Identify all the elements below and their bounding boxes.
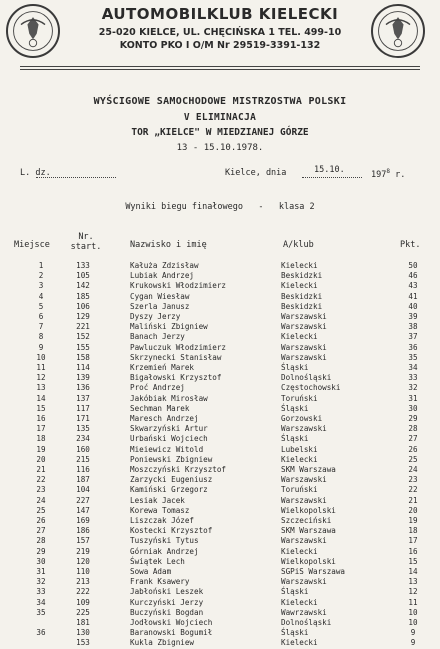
place-cell: 22: [36, 475, 46, 485]
table-row: [0, 628, 440, 638]
place-cell: 20: [36, 454, 46, 464]
name-cell: Dyszy Jerzy: [130, 312, 181, 321]
club-cell: Warszawski: [281, 495, 327, 505]
table-row: [0, 506, 440, 516]
start-number-cell: 234: [76, 434, 90, 444]
place-cell: 5: [38, 301, 44, 311]
table-row: [0, 404, 440, 414]
points-cell: 30: [408, 403, 418, 413]
points-cell: 39: [408, 312, 418, 321]
place-cell: 6: [38, 312, 44, 321]
col-header-name: Nazwisko i imię: [130, 240, 207, 250]
name-cell: Kałuża Zdzisław: [130, 261, 199, 270]
club-cell: Śląski: [281, 587, 309, 597]
start-number-cell: 185: [76, 291, 90, 301]
start-number-cell: 227: [76, 495, 90, 505]
start-number-cell: 109: [76, 597, 90, 607]
name-cell: Skrzynecki Stanisław: [130, 352, 222, 362]
start-number-cell: 116: [76, 465, 90, 474]
start-number-cell: 110: [76, 567, 90, 576]
club-cell: Kielecki: [281, 638, 318, 648]
col-header-place: Miejsce: [14, 240, 50, 250]
points-cell: 24: [408, 465, 418, 474]
points-cell: 9: [410, 638, 416, 648]
name-cell: Jakóbiak Mirosław: [130, 393, 208, 403]
start-number-cell: 169: [76, 516, 90, 525]
col-header-points: Pkt.: [400, 240, 421, 250]
place-cell: 9: [38, 342, 44, 352]
place-cell: 16: [36, 414, 46, 423]
start-number-cell: 135: [76, 424, 90, 434]
start-number-cell: 142: [76, 281, 90, 291]
points-cell: 12: [408, 587, 418, 597]
points-cell: 33: [408, 373, 418, 383]
table-row: [0, 587, 440, 597]
start-number-cell: 104: [76, 485, 90, 495]
table-row: [0, 547, 440, 557]
place-cell: 21: [36, 465, 46, 474]
points-cell: 22: [408, 485, 418, 495]
table-row: [0, 394, 440, 404]
table-row: [0, 414, 440, 424]
points-cell: 31: [408, 393, 418, 403]
start-number-cell: 133: [76, 261, 90, 270]
points-cell: 28: [408, 424, 418, 434]
start-number-cell: 153: [76, 638, 90, 648]
event-round: V ELIMINACJA: [183, 112, 257, 123]
club-cell: Beskidzki: [281, 301, 323, 311]
points-cell: 11: [408, 597, 418, 607]
place-cell: 15: [36, 403, 46, 413]
table-row: [0, 373, 440, 383]
place-cell: 31: [36, 567, 46, 576]
table-row: [0, 445, 440, 455]
club-cell: Warszawski: [281, 475, 327, 485]
name-cell: Poniewski Zbigniew: [130, 454, 213, 464]
place-cell: 25: [36, 505, 46, 515]
table-row: [0, 281, 440, 291]
start-number-cell: 221: [76, 322, 90, 332]
club-cell: Śląski: [281, 403, 309, 413]
points-cell: 35: [408, 352, 418, 362]
points-cell: 18: [408, 526, 418, 536]
start-number-cell: 130: [76, 628, 90, 638]
table-row: [0, 332, 440, 342]
start-number-cell: 186: [76, 526, 90, 536]
name-cell: Tuszyński Tytus: [130, 536, 199, 546]
place-cell: 14: [36, 393, 46, 403]
points-cell: 9: [410, 628, 416, 638]
points-cell: 21: [408, 495, 418, 505]
name-cell: Kurczyński Jerzy: [130, 597, 204, 607]
event-track: TOR „KIELCE" W MIEDZIANEJ GÓRZE: [131, 127, 309, 138]
club-cell: Kielecki: [281, 454, 318, 464]
club-cell: SGPiS Warszawa: [281, 567, 346, 576]
ref-number-line: [36, 177, 116, 178]
place-cell: 30: [36, 556, 46, 566]
table-row: [0, 465, 440, 475]
name-cell: Kukla Zbigniew: [130, 638, 195, 648]
table-row: [0, 485, 440, 495]
name-cell: Sechman Marek: [130, 403, 190, 413]
club-cell: Warszawski: [281, 342, 327, 352]
table-row: [0, 526, 440, 536]
name-cell: Maresch Andrzej: [130, 414, 199, 423]
place-cell: 26: [36, 516, 46, 525]
table-row: [0, 353, 440, 363]
name-cell: Maliński Zbigniew: [130, 322, 208, 332]
club-cell: Warszawski: [281, 424, 327, 434]
table-row: [0, 261, 440, 271]
table-row: [0, 577, 440, 587]
table-row: [0, 302, 440, 312]
name-cell: Bigałowski Krzysztof: [130, 373, 222, 383]
club-cell: Lubelski: [281, 444, 318, 454]
start-number-cell: 171: [76, 414, 90, 423]
start-number-cell: 152: [76, 332, 90, 342]
name-cell: Korewa Tomasz: [130, 505, 190, 515]
club-name: AUTOMOBILKLUB KIELECKI: [101, 5, 339, 23]
start-number-cell: 120: [76, 556, 90, 566]
place-cell: 17: [36, 424, 46, 434]
name-cell: Baranowski Bogumił: [130, 628, 213, 638]
name-cell: Krzemień Marek: [130, 363, 195, 372]
table-row: [0, 383, 440, 393]
club-cell: Warszawski: [281, 312, 327, 321]
city-date-label: Kielce, dnia: [225, 168, 287, 178]
points-cell: 41: [408, 291, 418, 301]
table-row: [0, 271, 440, 281]
points-cell: 15: [408, 556, 418, 566]
club-cell: Wielkopolski: [281, 505, 336, 515]
points-cell: 40: [408, 301, 418, 311]
place-cell: 11: [36, 363, 46, 372]
start-number-cell: 215: [76, 454, 90, 464]
place-cell: 36: [36, 628, 46, 638]
club-cell: Toruński: [281, 393, 318, 403]
club-address: 25-020 KIELCE, UL. CHĘCIŃSKA 1 TEL. 499-10: [98, 27, 342, 38]
start-number-cell: 225: [76, 607, 90, 617]
club-cell: Beskidzki: [281, 271, 323, 281]
table-row: [0, 475, 440, 485]
name-cell: Jabłoński Leszek: [130, 587, 204, 597]
start-number-cell: 106: [76, 301, 90, 311]
table-row: [0, 434, 440, 444]
col-header-club: A/klub: [283, 240, 314, 250]
name-cell: Lubiak Andrzej: [130, 271, 195, 281]
place-cell: 27: [36, 526, 46, 536]
start-number-cell: 105: [76, 271, 90, 281]
place-cell: 19: [36, 444, 46, 454]
start-number-cell: 136: [76, 383, 90, 393]
start-number-cell: 158: [76, 352, 90, 362]
points-cell: 46: [408, 271, 418, 281]
club-cell: Warszawski: [281, 352, 327, 362]
start-number-cell: 222: [76, 587, 90, 597]
club-cell: Warszawski: [281, 322, 327, 332]
table-row: [0, 536, 440, 546]
club-cell: Wielkopolski: [281, 556, 336, 566]
place-cell: 34: [36, 597, 46, 607]
club-cell: Szczeciński: [281, 516, 332, 525]
club-cell: Dolnośląski: [281, 618, 332, 627]
points-cell: 38: [408, 322, 418, 332]
start-number-cell: 157: [76, 536, 90, 546]
date-day: 15.10.: [314, 165, 345, 175]
club-cell: Toruński: [281, 485, 318, 495]
points-cell: 13: [408, 577, 418, 587]
place-cell: 23: [36, 485, 46, 495]
start-number-cell: 114: [76, 363, 90, 372]
club-emblem-right-icon: [371, 4, 425, 58]
place-cell: 3: [38, 281, 44, 291]
table-row: [0, 618, 440, 628]
name-cell: Cygan Wiesław: [130, 291, 190, 301]
start-number-cell: 213: [76, 577, 90, 587]
place-cell: 33: [36, 587, 46, 597]
points-cell: 26: [408, 444, 418, 454]
points-cell: 14: [408, 567, 418, 576]
ref-number-label: L. dz.: [20, 168, 51, 178]
club-cell: Śląski: [281, 434, 309, 444]
points-cell: 43: [408, 281, 418, 291]
start-number-cell: 137: [76, 393, 90, 403]
place-cell: 24: [36, 495, 46, 505]
club-emblem-left-icon: [6, 4, 60, 58]
table-row: [0, 557, 440, 567]
club-cell: Kielecki: [281, 281, 318, 291]
results-subtitle: Wyniki biegu finałowego - klasa 2: [125, 202, 315, 212]
place-cell: 28: [36, 536, 46, 546]
header-divider: [20, 66, 420, 67]
place-cell: 8: [38, 332, 44, 342]
club-cell: Gorzowski: [281, 414, 323, 423]
points-cell: 16: [408, 546, 418, 556]
name-cell: Szerla Janusz: [130, 301, 190, 311]
name-cell: Zarzycki Eugeniusz: [130, 475, 213, 485]
place-cell: 32: [36, 577, 46, 587]
points-cell: 50: [408, 261, 418, 270]
club-cell: Śląski: [281, 628, 309, 638]
place-cell: 13: [36, 383, 46, 393]
start-number-cell: 219: [76, 546, 90, 556]
name-cell: Mieiewicz Witold: [130, 444, 204, 454]
table-row: [0, 322, 440, 332]
table-row: [0, 455, 440, 465]
name-cell: Kamiński Grzegorz: [130, 485, 208, 495]
place-cell: 18: [36, 434, 46, 444]
place-cell: 2: [38, 271, 44, 281]
start-number-cell: 155: [76, 342, 90, 352]
place-cell: 1: [38, 261, 44, 270]
table-row: [0, 638, 440, 648]
table-row: [0, 343, 440, 353]
name-cell: Krukowski Włodzimierz: [130, 281, 227, 291]
name-cell: Sowa Adam: [130, 567, 172, 576]
club-cell: Warszawski: [281, 536, 327, 546]
club-cell: SKM Warszawa: [281, 526, 336, 536]
table-row: [0, 598, 440, 608]
place-cell: 10: [36, 352, 46, 362]
points-cell: 23: [408, 475, 418, 485]
table-row: [0, 496, 440, 506]
table-row: [0, 424, 440, 434]
club-cell: Beskidzki: [281, 291, 323, 301]
name-cell: Banach Jerzy: [130, 332, 185, 342]
event-dates: 13 - 15.10.1978.: [176, 143, 264, 153]
club-account: KONTO PKO I O/M Nr 29519-3391-132: [119, 40, 321, 51]
points-cell: 20: [408, 505, 418, 515]
table-row: [0, 363, 440, 373]
start-number-cell: 181: [76, 618, 90, 627]
name-cell: Świątek Lech: [130, 556, 185, 566]
name-cell: Urbański Wojciech: [130, 434, 208, 444]
name-cell: Moszczyński Krzysztof: [130, 465, 227, 474]
name-cell: Lesiak Jacek: [130, 495, 185, 505]
club-cell: Kielecki: [281, 597, 318, 607]
name-cell: Proć Andrzej: [130, 383, 185, 393]
place-cell: 4: [38, 291, 44, 301]
start-number-cell: 147: [76, 505, 90, 515]
start-number-cell: 117: [76, 403, 90, 413]
club-cell: Śląski: [281, 363, 309, 372]
name-cell: Liszczak Józef: [130, 516, 195, 525]
points-cell: 27: [408, 434, 418, 444]
points-cell: 32: [408, 383, 418, 393]
date-year: $197^8$ r.: [371, 168, 406, 180]
name-cell: Skwarzyński Artur: [130, 424, 208, 434]
table-row: [0, 292, 440, 302]
club-cell: Dolnośląski: [281, 373, 332, 383]
start-number-cell: 139: [76, 373, 90, 383]
points-cell: 10: [408, 607, 418, 617]
name-cell: Frank Ksawery: [130, 577, 190, 587]
place-cell: 7: [38, 322, 44, 332]
points-cell: 17: [408, 536, 418, 546]
club-cell: Kielecki: [281, 332, 318, 342]
points-cell: 29: [408, 414, 418, 423]
name-cell: Kostecki Krzysztof: [130, 526, 213, 536]
place-cell: 35: [36, 607, 46, 617]
place-cell: 12: [36, 373, 46, 383]
club-cell: Kielecki: [281, 546, 318, 556]
points-cell: 34: [408, 363, 418, 372]
name-cell: Górniak Andrzej: [130, 546, 199, 556]
club-cell: Wawrzawski: [281, 607, 327, 617]
table-row: [0, 608, 440, 618]
place-cell: 29: [36, 546, 46, 556]
club-cell: SKM Warszawa: [281, 465, 336, 474]
club-cell: Warszawski: [281, 577, 327, 587]
points-cell: 19: [408, 516, 418, 525]
table-row: [0, 567, 440, 577]
table-row: [0, 516, 440, 526]
points-cell: 25: [408, 454, 418, 464]
start-number-cell: 160: [76, 444, 90, 454]
table-row: [0, 312, 440, 322]
start-number-cell: 187: [76, 475, 90, 485]
points-cell: 10: [408, 618, 418, 627]
header-divider-thin: [20, 69, 420, 70]
date-line: [302, 177, 362, 178]
col-header-nr: Nr. start.: [70, 232, 102, 252]
points-cell: 37: [408, 332, 418, 342]
name-cell: Pawluczuk Włodzimierz: [130, 342, 227, 352]
name-cell: Buczyński Bogdan: [130, 607, 204, 617]
club-cell: Częstochowski: [281, 383, 341, 393]
name-cell: Jodłowski Wojciech: [130, 618, 213, 627]
club-cell: Kielecki: [281, 261, 318, 270]
start-number-cell: 129: [76, 312, 90, 321]
points-cell: 36: [408, 342, 418, 352]
event-title: WYŚCIGOWE SAMOCHODOWE MISTRZOSTWA POLSKI: [93, 96, 347, 107]
